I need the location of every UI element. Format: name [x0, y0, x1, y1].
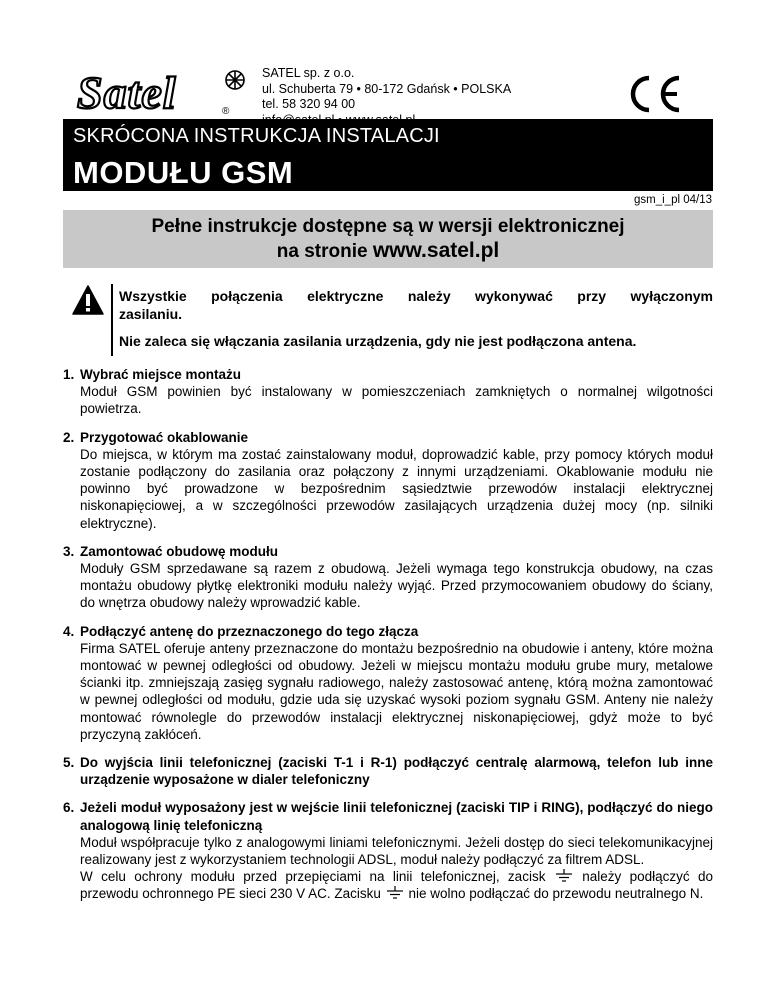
- step-item: [63, 429, 713, 532]
- svg-text:Satel: Satel: [77, 67, 177, 118]
- step-body-ground: [80, 868, 713, 902]
- step-heading: Podłączyć antenę do przeznaczonego do tego złącza: [80, 623, 419, 639]
- installation-steps: [63, 366, 713, 914]
- notice-url: www.satel.pl: [372, 239, 500, 262]
- step-item: [63, 623, 713, 743]
- ce-mark-icon: [627, 74, 685, 114]
- step-item: [63, 366, 713, 418]
- step-body: Moduły GSM sprzedawane są razem z obudową. Jeżeli wymaga tego konstrukcja obudowy, na czas montażu obudowy płytkę elektroniki modułu należy wyjąć. Przed przymocowaniem obudowy do ściany, do wnętrza obudowy należy wprowadzić kable.: [80, 561, 713, 611]
- ground-terminal-icon: [385, 886, 405, 900]
- company-name: SATEL sp. z o.o.: [262, 66, 355, 80]
- step-item: [63, 799, 713, 902]
- ground-terminal-icon: [554, 869, 574, 883]
- step-number: 6.: [63, 800, 75, 816]
- notice-line-2: [63, 239, 713, 264]
- satel-logo: [75, 66, 255, 118]
- document-code: gsm_i_pl 04/13: [634, 194, 712, 206]
- step-heading: Przygotować okablowanie: [80, 429, 249, 445]
- step-heading: Wybrać miejsce montażu: [80, 367, 242, 382]
- notice-line-1: Pełne instrukcje dostępne są w wersji elektronicznej: [151, 216, 625, 237]
- step-body: Do miejsca, w którym ma zostać zainstalowany moduł, doprowadzić kable, przy pomocy których moduł zostanie podłączony do zasilania oraz połączony z innymi urządzeniami. Okablowanie modułu nie powinno być prowadzone w bezpośrednim sąsiedztwie przewodów instalacji elektrycznej niskonapięciowej, a w szczególności przewodów zasilających urządzenia dużej mocy (np. silniki elektryczne).: [80, 446, 713, 531]
- step-heading: Zamontować obudowę modułu: [80, 543, 278, 559]
- svg-text:®: ®: [222, 106, 230, 117]
- warning-line-1a: Wszystkie połączenia elektryczne należy wykonywać przy wyłączonym: [119, 288, 713, 304]
- step-item: [63, 543, 713, 612]
- step-number: 3.: [63, 543, 75, 559]
- document-title: MODUŁU GSM: [73, 155, 294, 190]
- step-body: Moduł współpracuje tylko z analogowymi liniami telefonicznymi. Jeżeli dostęp do sieci telekomunikacyjnej realizowany jest z wykorzystaniem technologii ADSL, moduł należy podłączyć za filtrem ADSL.: [80, 834, 713, 868]
- warning-text-2: Nie zaleca się włączania zasilania urządzenia, gdy nie jest podłączona antena.: [119, 333, 637, 349]
- step-number: 4.: [63, 623, 75, 639]
- document-subtitle: SKRÓCONA INSTRUKCJA INSTALACJI: [73, 125, 440, 147]
- step-heading: Jeżeli moduł wyposażony jest w wejście linii telefonicznej (zaciski TIP i RING), podłączyć do niego analogową linię telefoniczną: [80, 800, 713, 833]
- online-manual-notice: [63, 210, 713, 268]
- warning-line-1b: zasilaniu.: [119, 306, 183, 322]
- step-body: Moduł GSM powinien być instalowany w pomieszczeniach zamkniętych o normalnej wilgotności powietrza.: [80, 384, 713, 417]
- step-heading: Do wyjścia linii telefonicznej (zaciski T-1 i R-1) podłączyć centralę alarmową, telefon lub inne urządzenie wyposażone w dialer telefoniczny: [80, 755, 713, 788]
- title-band: [63, 119, 713, 191]
- company-address: ul. Schuberta 79 • 80-172 Gdańsk • POLSKA: [262, 81, 512, 96]
- ground-text-b: należy podłączyć do przewodu ochronnego PE sieci 230 V AC. Zacisku: [80, 869, 713, 902]
- ground-text-a: W celu ochrony modułu przed przepięciami na linii telefonicznej, zacisk: [80, 869, 546, 885]
- company-phone: tel. 58 320 94 00: [262, 97, 356, 111]
- warning-divider: [111, 284, 113, 356]
- step-body: Firma SATEL oferuje anteny przeznaczone do montażu bezpośrednio na obudowie i anteny, które można montować w pewnej odległości od obudowy. Jeżeli w miejscu montażu modułu grube mury, metalowe ścianki itp. zmniejszają zasięg sygnału radiowego, należy zastosować antenę, którą można zamontować w pewnej odległości od modułu, gdzie uda się uzyskać wysoki poziom sygnału GSM. Anteny nie należy montować równolegle do przewodów instalacji elektrycznej niskonapięciowej, gdyż może to być przyczyną zakłóceń.: [80, 640, 713, 742]
- step-item: [63, 754, 713, 788]
- warning-triangle-icon: [71, 284, 105, 316]
- ground-text-c: nie wolno podłączać do przewodu neutralnego N.: [408, 886, 704, 902]
- warning-text-1: [119, 287, 713, 323]
- step-number: 2.: [63, 429, 75, 445]
- step-number: 5.: [63, 755, 75, 771]
- notice-prefix: na stronie: [276, 241, 373, 262]
- step-number: 1.: [63, 367, 75, 382]
